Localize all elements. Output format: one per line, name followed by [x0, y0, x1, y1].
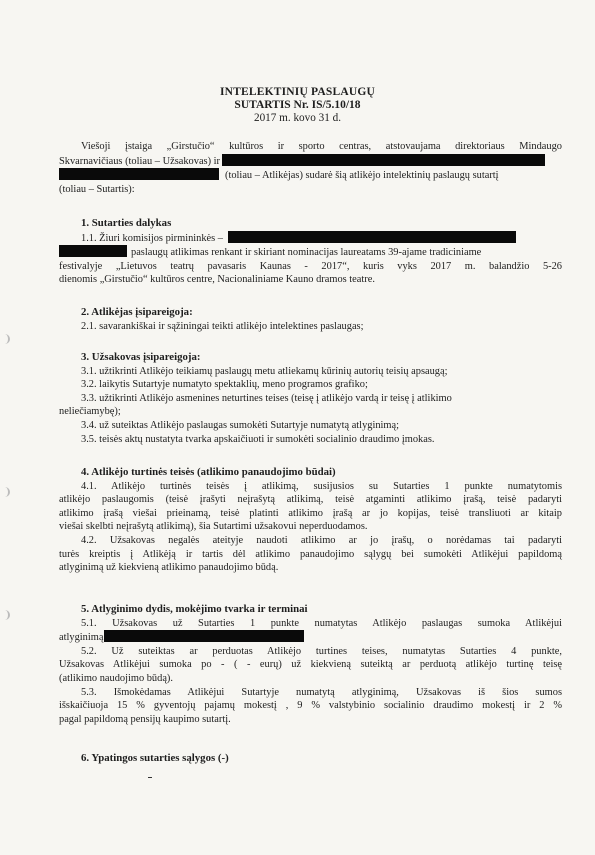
clause-text: pagal papildomą pensijų kaupimo sutartį. [59, 713, 231, 725]
document-title: INTELEKTINIŲ PASLAUGŲ [219, 86, 376, 98]
punch-hole-mark [0, 487, 10, 497]
clause-text: 4.1. Atlikėjo turtinės teisės į atlikimą, susijusios su Sutarties 1 punkte numatytomis [81, 480, 562, 492]
clause-text: (atlikimo naudojimo būdą). [59, 672, 173, 684]
contract-number: SUTARTIS Nr. IS/5.10/18 [234, 99, 361, 111]
clause-text: atlikėjo paslaugomis (teisė įrašyti neįrašytą atlikimą, teisė atgaminti atlikimo įrašą, teisė padaryti [59, 494, 562, 506]
clause-text: 3.5. teisės aktų nustatyta tvarka apskaičiuoti ir sumokėti socialinio draudimo įmokas. [81, 433, 435, 445]
clause-text: 3.4. už suteiktas Atlikėjo paslaugas sumokėti Sutartyje numatytą atlyginimą; [81, 419, 400, 431]
section-line-with-redaction [59, 245, 562, 260]
redaction-block [222, 154, 545, 166]
clause-text: 5.2. Už suteiktas ar perduotas Atlikėjo turtines teises, numatytas Sutarties 4 punkte, [81, 645, 562, 657]
clause-text: atlyginimą [59, 632, 104, 644]
clause-text: 4.2. Užsakovas negalės ateityje naudoti atlikimo ar jo įrašų, o norėdamas tai padaryti [81, 534, 562, 546]
section-heading: 5. Atlyginimo dydis, mokėjimo tvarka ir terminai [81, 603, 308, 615]
redaction-block [228, 231, 516, 243]
clause-text: turės kreiptis į Atlikėją ir tartis dėl atlikimo panaudojimo sąlygų bei sumokėti Atlikėjui papildomą [59, 548, 562, 560]
section-heading: 2. Atlikėjas įsipareigoja: [81, 306, 193, 318]
clause-text: 5.1. Užsakovas už Sutarties 1 punkte numatytas Atlikėjo paslaugas sumoka Atlikėjui [81, 617, 562, 629]
clause-text: atlyginimą už kiekvieną atlikimo panaudojimo būdą. [59, 562, 279, 574]
clause-text: 5.3. Išmokėdamas Atlikėjui Sutartyje numatytą atlyginimą, Užsakovas iš šios sumos [81, 686, 562, 698]
clause-text: 2.1. savarankiškai ir sąžiningai teikti atlikėjo intelektines paslaugas; [81, 320, 364, 332]
redaction-block [59, 168, 219, 180]
section-1 [59, 217, 562, 287]
contract-date: 2017 m. kovo 31 d. [253, 112, 341, 124]
intro-line-with-redaction [59, 168, 562, 183]
clause-text: neliečiamybę); [59, 406, 121, 418]
section-line-with-redaction [59, 231, 562, 246]
section-4 [59, 466, 562, 575]
intro-paragraph [59, 140, 562, 196]
clause-text: Užsakovas Atlikėjui sumoka po - ( - eurų) už kiekvieną suteiktą ar perduotą atlikėjo turtinę teisę [59, 659, 562, 671]
intro-line: (toliau – Atlikėjas) sudarė šią atlikėjo intelektinių paslaugų sutartį [225, 170, 499, 182]
clause-text: atlikimo įrašą viešai prieinamą, teisė platinti atlikimo įrašą ar jo kopijas, teisė transliuoti ar kitaip [59, 507, 562, 519]
intro-line-with-redaction [59, 154, 562, 169]
clause-text: paslaugų atlikimas renkant ir skiriant nominacijas laureatams 39-ajame tradiciniame [131, 247, 482, 259]
section-heading: 1. Sutarties dalykas [81, 217, 172, 229]
intro-line: Skvarnavičiaus (toliau – Užsakovas) ir [59, 155, 221, 167]
punch-hole-mark [0, 610, 10, 620]
clause-text: 3.1. užtikrinti Atlikėjo teikiamų paslaugų metu atliekamų kūrinių autorių teisių apsaugą; [81, 365, 448, 377]
intro-line: Viešoji įstaiga „Girstučio“ kultūros ir sporto centras, atstovaujama direktoriaus Mindaugo [81, 141, 562, 152]
redaction-block [59, 245, 127, 257]
section-6 [59, 752, 562, 766]
section-heading: 3. Užsakovas įsipareigoja: [81, 351, 201, 363]
section-heading: 4. Atlikėjo turtinės teisės (atlikimo panaudojimo būdai) [81, 466, 336, 478]
stray-mark [148, 777, 152, 778]
intro-line: (toliau – Sutartis): [59, 183, 135, 195]
clause-text: 3.3. užtikrinti Atlikėjo asmenines neturtines teises (teisę į atlikėjo vardą ir teisę į atlikimo [81, 392, 452, 404]
clause-text: išskaičiuoja 15 % gyventojų pajamų mokestį , 9 % valstybinio socialinio draudimo mokestį ir 2 % [59, 700, 562, 712]
clause-text: festivalyje „Lietuvos teatrų pavasaris Kaunas - 2017“, kuris vyks 2017 m. balandžio 5-26 [59, 260, 562, 272]
clause-text: 1.1. Žiuri komisijos pirmininkės – [81, 232, 224, 244]
section-3 [59, 351, 562, 446]
clause-text: viešai skelbti neįrašytą atlikimą), šia Sutartimi užsakovui neperduodamos. [59, 521, 368, 533]
clause-text: 3.2. laikytis Sutartyje numatyto spektaklių, meno programos grafiko; [81, 379, 368, 391]
section-2 [59, 306, 562, 333]
punch-hole-mark [0, 334, 10, 344]
section-heading: 6. Ypatingos sutarties sąlygos (-) [81, 752, 229, 764]
section-line-with-redaction [59, 630, 562, 645]
section-5 [59, 603, 562, 726]
clause-text: dienomis „Girstučio“ kultūros centre, Nacionaliniame Kauno dramos teatre. [59, 274, 375, 286]
redaction-block [104, 630, 304, 642]
